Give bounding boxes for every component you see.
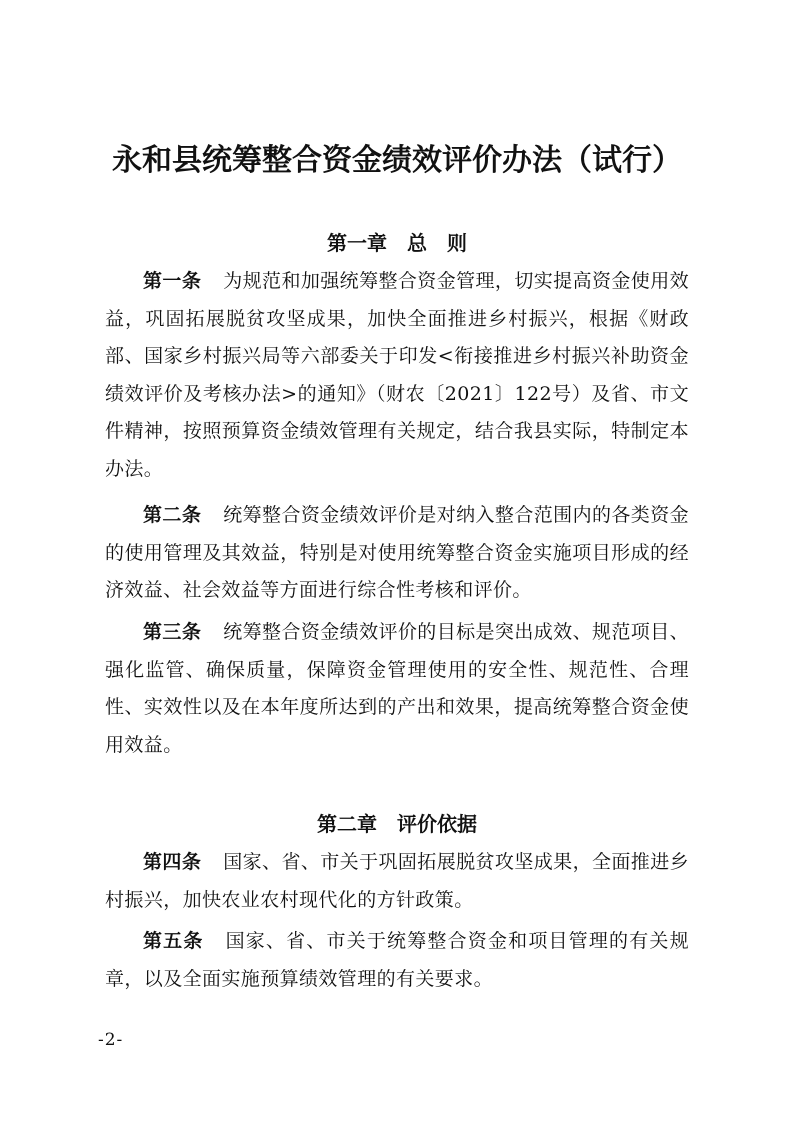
chapter-heading-1: 第一章 总 则 xyxy=(327,231,467,255)
article-label: 第三条 xyxy=(143,621,202,643)
article-label: 第五条 xyxy=(143,930,204,952)
article-text: 国家、省、市关于统筹整合资金和项目管理的有关规章，以及全面实施预算绩效管理的有关要求。 xyxy=(105,930,690,990)
article-text: 统筹整合资金绩效评价是对纳入整合范围内的各类资金的使用管理及其效益，特别是对使用统筹整合资金实施项目形成的经济效益、社会效益等方面进行综合性考核和评价。 xyxy=(105,504,690,601)
article-3 xyxy=(105,614,689,764)
page-number: -2- xyxy=(98,1030,124,1050)
article-label: 第一条 xyxy=(143,270,202,292)
article-5 xyxy=(105,923,689,998)
article-4 xyxy=(105,844,689,919)
article-2 xyxy=(105,497,689,610)
document-title: 永和县统筹整合资金绩效评价办法（试行） xyxy=(112,143,682,178)
article-text: 为规范和加强统筹整合资金管理，切实提高资金使用效益，巩固拓展脱贫攻坚成果，加快全面推进乡村振兴，根据《财政部、国家乡村振兴局等六部委关于印发<衔接推进乡村振兴补助资金绩效评价及考核办法>的通知》（财农〔2021〕122号）及省、市文件精神，按照预算资金绩效管理有关规定，结合我县实际，特制定本办法。 xyxy=(105,270,690,480)
article-text: 统筹整合资金绩效评价的目标是突出成效、规范项目、强化监管、确保质量，保障资金管理使用的安全性、规范性、合理性、实效性以及在本年度所达到的产出和效果，提高统筹整合资金使用效益。 xyxy=(105,621,690,756)
chapter-heading-2: 第二章 评价依据 xyxy=(317,812,477,836)
article-label: 第二条 xyxy=(143,504,202,526)
article-text: 国家、省、市关于巩固拓展脱贫攻坚成果，全面推进乡村振兴，加快农业农村现代化的方针政策。 xyxy=(105,851,690,911)
article-label: 第四条 xyxy=(143,851,202,873)
article-1 xyxy=(105,263,689,488)
